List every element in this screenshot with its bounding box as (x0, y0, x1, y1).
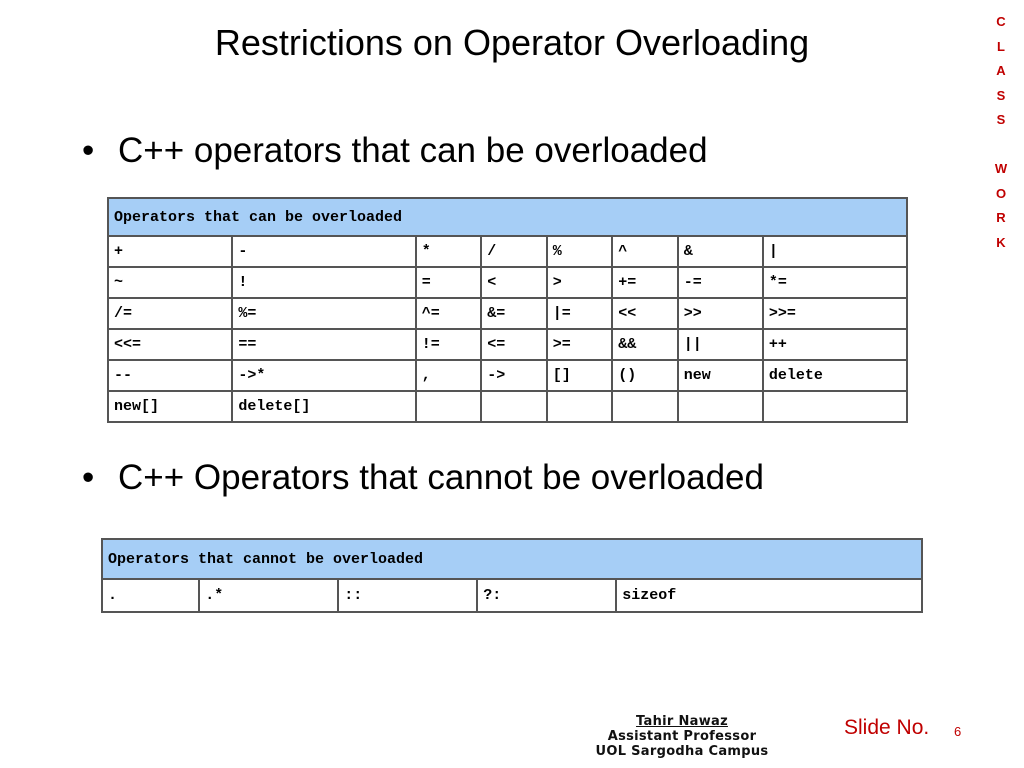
operator-cell (416, 391, 482, 422)
slide-title: Restrictions on Operator Overloading (214, 22, 810, 63)
slide-number-label: Slide No. (844, 716, 930, 739)
operator-cell: new[] (108, 391, 232, 422)
slide-number: 6 (954, 724, 962, 739)
table-header: Operators that cannot be overloaded (102, 539, 922, 579)
operator-cell: % (547, 236, 613, 267)
operator-cell: >>= (763, 298, 907, 329)
operator-cell: ?: (477, 579, 616, 612)
overloadable-operators-table (107, 197, 908, 423)
side-letter (992, 133, 1010, 158)
side-letter: A (996, 63, 1006, 78)
operator-cell: << (612, 298, 678, 329)
table-row (108, 236, 907, 267)
bullet-dot: • (82, 131, 95, 170)
operator-cell: >= (547, 329, 613, 360)
operator-cell: <= (481, 329, 547, 360)
operator-cell: delete (763, 360, 907, 391)
operator-cell: >> (678, 298, 763, 329)
bullet-not-overloadable (82, 458, 764, 498)
operator-cell: sizeof (616, 579, 922, 612)
side-letter: L (997, 38, 1005, 54)
operator-cell: .* (199, 579, 338, 612)
operator-cell: new (678, 360, 763, 391)
operator-cell (763, 391, 907, 422)
side-letter: R (996, 210, 1006, 225)
operator-cell: && (612, 329, 678, 360)
operator-cell: ^= (416, 298, 482, 329)
operator-cell: <<= (108, 329, 232, 360)
operator-cell: | (763, 236, 907, 267)
operator-cell: () (612, 360, 678, 391)
operator-cell: -> (481, 360, 547, 391)
operator-cell: ^ (612, 236, 678, 267)
campus-name: UOL Sargodha Campus (595, 744, 769, 759)
operator-cell (481, 391, 547, 422)
operator-cell: & (678, 236, 763, 267)
operator-cell: ++ (763, 329, 907, 360)
operator-cell: < (481, 267, 547, 298)
operator-cell: . (102, 579, 199, 612)
non-overloadable-operators-table (101, 538, 923, 613)
bullet-text: C++ Operators that cannot be overloaded (118, 458, 764, 497)
operator-cell (612, 391, 678, 422)
side-letter: O (995, 185, 1007, 201)
operator-cell (678, 391, 763, 422)
operator-cell: = (416, 267, 482, 298)
table-header-row (102, 539, 922, 579)
operator-cell: -- (108, 360, 232, 391)
operator-cell: - (232, 236, 415, 267)
operator-cell: %= (232, 298, 415, 329)
operator-cell: || (678, 329, 763, 360)
side-letter: W (994, 161, 1008, 176)
operator-cell: delete[] (232, 391, 415, 422)
operator-cell: :: (338, 579, 477, 612)
bullet-text: C++ operators that can be overloaded (118, 131, 708, 170)
table-row (108, 391, 907, 422)
operator-cell: ~ (108, 267, 232, 298)
table-header: Operators that can be overloaded (108, 198, 907, 236)
bullet-dot: • (82, 458, 95, 497)
table-row (108, 329, 907, 360)
side-letter: S (996, 112, 1006, 127)
operator-cell: * (416, 236, 482, 267)
side-letter: C (996, 14, 1006, 29)
operator-cell: *= (763, 267, 907, 298)
table-row (108, 298, 907, 329)
class-work-vertical-label (992, 10, 1010, 255)
table-row (102, 579, 922, 612)
table-row (108, 360, 907, 391)
table-row (108, 267, 907, 298)
operator-cell: + (108, 236, 232, 267)
operator-cell: / (481, 236, 547, 267)
author-footer (572, 714, 792, 759)
operator-cell: , (416, 360, 482, 391)
side-letter: K (996, 234, 1006, 250)
operator-cell: > (547, 267, 613, 298)
operator-cell (547, 391, 613, 422)
author-title: Assistant Professor (607, 729, 757, 744)
operator-cell: |= (547, 298, 613, 329)
table-header-row (108, 198, 907, 236)
operator-cell: != (416, 329, 482, 360)
side-letter: S (996, 87, 1006, 103)
operator-cell: -= (678, 267, 763, 298)
bullet-overloadable (82, 131, 708, 171)
author-name: Tahir Nawaz (636, 714, 728, 729)
operator-cell: [] (547, 360, 613, 391)
operator-cell: == (232, 329, 415, 360)
operator-cell: ->* (232, 360, 415, 391)
operator-cell: += (612, 267, 678, 298)
operator-cell: /= (108, 298, 232, 329)
operator-cell: ! (232, 267, 415, 298)
operator-cell: &= (481, 298, 547, 329)
